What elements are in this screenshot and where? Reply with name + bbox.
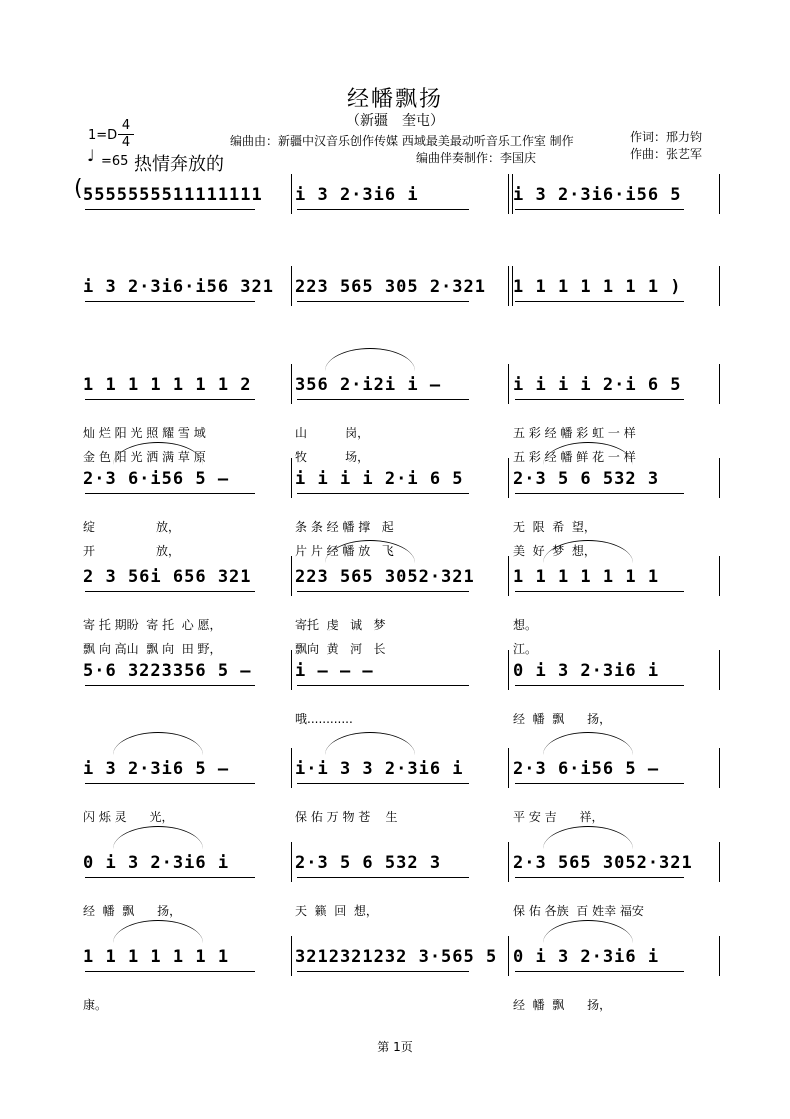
measure: i 3 2·3i6·i56 321: [83, 277, 274, 297]
measure: i·i 3 3 2·3i6 i: [295, 759, 464, 779]
note-beam: [85, 971, 255, 972]
note-beam: [297, 971, 469, 972]
score-system: [83, 270, 723, 310]
tempo-marking: =65: [101, 154, 129, 169]
lyric-line: [83, 902, 723, 920]
measure: 2·3 5 6 532 3: [513, 469, 660, 489]
time-signature: [118, 118, 134, 151]
lyric-segment: 江。: [513, 642, 538, 656]
barline: [508, 650, 509, 690]
barline: [719, 842, 720, 882]
measure: 223 565 3052·321: [295, 567, 475, 587]
measure: 1 1 1 1 1 1 1 ): [513, 277, 682, 297]
lyric-line: [83, 518, 723, 536]
measure: 0 i 3 2·3i6 i: [83, 853, 230, 873]
note-beam: [515, 399, 684, 400]
score-system: [83, 752, 723, 792]
note-beam: [515, 877, 684, 878]
note-beam: [515, 783, 684, 784]
score-system: [83, 654, 723, 694]
lyric-segment: 经 幡 飘 扬，: [83, 904, 182, 918]
note-beam: [297, 209, 469, 210]
score-system: [83, 462, 723, 502]
credit-composer: 作曲：张艺军: [630, 147, 703, 161]
note-beam: [515, 493, 684, 494]
barline: [719, 364, 720, 404]
lyric-line: [83, 710, 723, 728]
note-beam: [297, 783, 469, 784]
expression-marking: 热情奔放的: [134, 154, 224, 175]
lyric-segment: 片 片 经 幡 放 飞: [295, 544, 394, 558]
barline: [291, 266, 292, 306]
note-beam: [297, 493, 469, 494]
credit-accompaniment: 编曲伴奏制作：李国庆: [416, 151, 537, 165]
lyric-segment: 寄 托 期盼 寄 托 心 愿，: [83, 618, 222, 632]
lyric-line: [83, 808, 723, 826]
barline: [719, 556, 720, 596]
note-beam: [297, 301, 469, 302]
measure: 0 i 3 2·3i6 i: [513, 661, 660, 681]
lyric-segment: 闪 烁 灵 光，: [83, 810, 174, 824]
note-beam: [297, 399, 469, 400]
measure: i 3 2·3i6·i56 5: [513, 185, 682, 205]
note-beam: [85, 591, 255, 592]
lyric-line: [83, 424, 723, 442]
score-system: [83, 940, 723, 980]
repeat-barline: [512, 266, 513, 306]
slur-mark: [543, 920, 633, 943]
lyric-segment: 美 好 梦 想，: [513, 544, 596, 558]
measure: 2·3 6·i56 5 –: [513, 759, 660, 779]
barline: [291, 556, 292, 596]
measure: 5555555511111111: [83, 185, 263, 205]
note-beam: [85, 493, 255, 494]
note-beam: [515, 971, 684, 972]
score-system: [83, 846, 723, 886]
barline: [508, 458, 509, 498]
barline: [291, 842, 292, 882]
intro-open-parenthesis: (: [74, 176, 83, 201]
lyric-segment: 经 幡 飘 扬，: [513, 712, 612, 726]
barline: [291, 458, 292, 498]
slur-mark: [543, 732, 633, 755]
lyric-segment: 绽 放，: [83, 520, 181, 534]
barline: [291, 174, 292, 214]
lyric-segment: 牧 场，: [295, 450, 370, 464]
lyric-segment: 康。: [83, 998, 108, 1012]
lyric-segment: 无 限 希 望，: [513, 520, 596, 534]
measure: i i i i 2·i 6 5: [295, 469, 464, 489]
note-beam: [297, 591, 469, 592]
lyric-segment: 寄托 虔 诚 梦: [295, 618, 386, 632]
barline: [719, 458, 720, 498]
measure: i i i i 2·i 6 5: [513, 375, 682, 395]
slur-mark: [543, 826, 633, 849]
lyric-segment: 条 条 经 幡 撑 起: [295, 520, 394, 534]
credit-arrangement: 编曲由：新疆中汉音乐创作传媒 西域最美最动听音乐工作室 制作: [230, 134, 574, 148]
barline: [508, 842, 509, 882]
note-beam: [85, 209, 255, 210]
song-subtitle: （新疆 奎屯）: [346, 113, 444, 129]
note-beam: [85, 399, 255, 400]
slur-mark: [325, 348, 415, 371]
note-beam: [297, 877, 469, 878]
repeat-barline: [512, 174, 513, 214]
lyric-segment: 哦............: [295, 712, 353, 726]
barline: [719, 266, 720, 306]
lyric-segment: 金 色 阳 光 洒 满 草 原: [83, 450, 206, 464]
quarter-note-icon: ♩: [87, 146, 95, 165]
barline: [291, 650, 292, 690]
measure: 2·3 5 6 532 3: [295, 853, 442, 873]
note-beam: [85, 877, 255, 878]
barline: [508, 174, 509, 214]
lyric-segment: 天 籁 回 想，: [295, 904, 378, 918]
lyric-segment: 想。: [513, 618, 538, 632]
barline: [508, 556, 509, 596]
lyric-segment: 保 佑 万 物 苍 生: [295, 810, 398, 824]
note-beam: [85, 301, 255, 302]
lyric-segment: 五 彩 经 幡 彩 虹 一 样: [513, 426, 636, 440]
measure: 2·3 565 3052·321: [513, 853, 693, 873]
barline: [291, 364, 292, 404]
note-beam: [297, 685, 469, 686]
lyric-segment: 经 幡 飘 扬，: [513, 998, 612, 1012]
credit-lyricist: 作词：邢力钧: [630, 130, 703, 144]
measure: 1 1 1 1 1 1 1: [513, 567, 660, 587]
barline: [719, 174, 720, 214]
measure: 356 2·i2i i –: [295, 375, 442, 395]
measure: 1 1 1 1 1 1 1 2: [83, 375, 252, 395]
lyric-line: [83, 616, 723, 634]
lyric-segment: 飘向 黄 河 长: [295, 642, 386, 656]
page-number: 第 1页: [377, 1040, 413, 1054]
lyric-segment: 开 放，: [83, 544, 181, 558]
time-signature-bottom: 4: [121, 135, 131, 150]
score-system: [83, 560, 723, 600]
slur-mark: [113, 732, 203, 755]
measure: i 3 2·3i6 i: [295, 185, 419, 205]
note-beam: [515, 301, 684, 302]
measure: 1 1 1 1 1 1 1: [83, 947, 230, 967]
lyric-segment: 飘 向 高山 飘 向 田 野，: [83, 642, 222, 656]
song-title: 经幡飘扬: [346, 87, 443, 112]
barline: [291, 936, 292, 976]
slur-mark: [543, 442, 633, 465]
slur-mark: [113, 920, 203, 943]
measure: 5·6 3223356 5 –: [83, 661, 252, 681]
lyric-segment: 平 安 吉 祥，: [513, 810, 604, 824]
lyric-segment: 山 岗，: [295, 426, 370, 440]
barline: [508, 364, 509, 404]
time-signature-top: 4: [121, 118, 131, 133]
lyric-segment: 五 彩 经 幡 鲜 花 一 样: [513, 450, 636, 464]
lyric-segment: 灿 烂 阳 光 照 耀 雪 域: [83, 426, 206, 440]
measure: 2·3 6·i56 5 –: [83, 469, 230, 489]
measure: 2 3 56i 656 321: [83, 567, 252, 587]
slur-mark: [325, 732, 415, 755]
measure: i 3 2·3i6 5 –: [83, 759, 230, 779]
barline: [719, 936, 720, 976]
measure: 0 i 3 2·3i6 i: [513, 947, 660, 967]
key-signature: 1=D: [88, 128, 118, 143]
barline: [291, 748, 292, 788]
note-beam: [515, 209, 684, 210]
slur-mark: [113, 442, 203, 465]
score-system: [74, 176, 723, 218]
measure: i – – –: [295, 661, 374, 681]
barline: [508, 748, 509, 788]
measure: 223 565 305 2·321: [295, 277, 486, 297]
barline: [719, 650, 720, 690]
barline: [508, 936, 509, 976]
barline: [508, 266, 509, 306]
lyric-line: [83, 996, 723, 1014]
lyric-segment: 保 佑 各族 百 姓幸 福安: [513, 904, 644, 918]
note-beam: [85, 783, 255, 784]
note-beam: [515, 591, 684, 592]
note-beam: [515, 685, 684, 686]
note-beam: [85, 685, 255, 686]
slur-mark: [113, 826, 203, 849]
score-system: [83, 368, 723, 408]
barline: [719, 748, 720, 788]
measure: 3212321232 3·565 5: [295, 947, 498, 967]
